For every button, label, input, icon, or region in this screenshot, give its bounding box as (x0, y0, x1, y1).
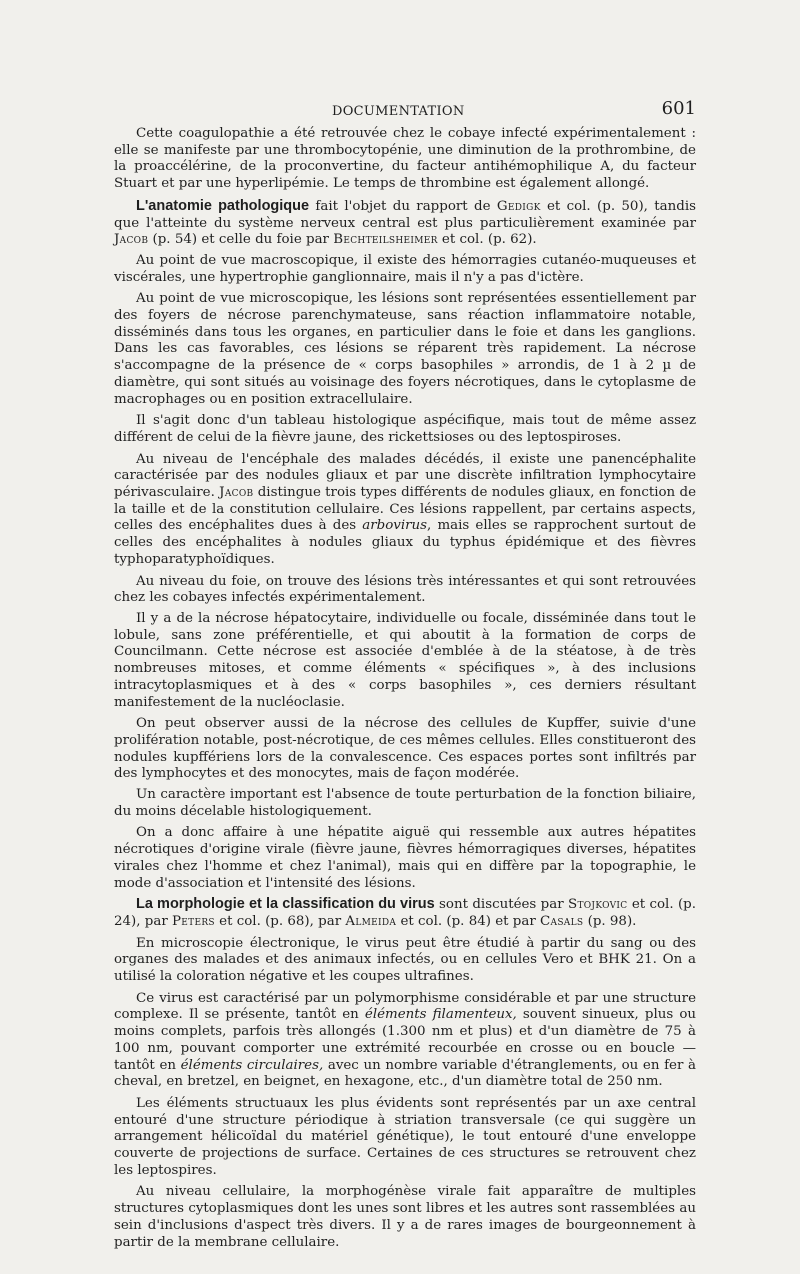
page-number: 601 (661, 98, 696, 119)
section-heading-morphology: La morphologie et la classification du virus (136, 896, 435, 913)
text-run: et col. (p. 62). (437, 232, 537, 248)
text-run: (p. 54) et celle du foie par (148, 232, 334, 248)
italic-term: arbovirus (362, 518, 428, 534)
section-heading-anatomy: L'anatomie pathologique (136, 197, 310, 214)
author-name: Bechteilsheimer (333, 232, 438, 248)
paragraph-microscopic: Au point de vue microscopique, les lésions sont représentées essentiellement par des foyers de nécrose parenchymateuse, sans réaction inflammatoire notable, disséminés dans tous les organes, en particulier dans le foie et dans les ganglions. Dans les cas favorables, ces lésions se réparent très rapidement. La nécrose s'accompagne de la présence de « corps basophiles » arrondis, de 1 à 2 µ de diamètre, qui sont situés au voisinage des foyers nécrotiques, dans le cytoplasme de macrophages ou en position extracellulaire. (114, 291, 696, 407)
text-run: souvent sinueux, plus ou moins complets, parfois très allongés (1.300 nm et plus) et d'un diamètre de 75 à 100 nm, pouvant comporter une extrémité recourbée en crosse ou en boucle — tantôt en (114, 1007, 697, 1073)
paragraph-histology: Il s'agit donc d'un tableau histologique aspécifique, mais tout de même assez différent de celui de la fièvre jaune, des rickettsioses ou des leptospiroses. (114, 413, 696, 445)
running-title: DOCUMENTATION (332, 104, 465, 119)
author-name: Stojkovic (567, 897, 628, 913)
author-name: Almeida (345, 913, 397, 929)
author-name: Jacob (114, 232, 149, 248)
text-run: Ce virus est caractérisé par un polymorphisme considérable et par une structure complexe. Il se présente, tantôt en (114, 990, 696, 1023)
paragraph-structural-elements: Les éléments structuaux les plus évidents sont représentés par un axe central entouré d'une structure périodique à striation transversale (ce qui suggère un arrangement hélicoïdal du matériel génétique), le tout entouré d'une enveloppe couverte de projections de surface. Certaines de ces structures se retrouvent chez les leptospires. (114, 1095, 696, 1178)
paragraph-macroscopic: Au point de vue macroscopique, il existe des hémorragies cutanéo-muqueuses et viscérales, une hypertrophie ganglionnaire, mais il n'y a pas d'ictère. (114, 252, 696, 285)
text-run: et col. (p. 50), tandis que l'atteinte du système nerveux central est plus particulièrement examinée par (114, 198, 696, 231)
paragraph-electron-microscopy: En microscopie électronique, le virus peut être étudié à partir du sang ou des organes des malades et des animaux infectés, ou en cellules Vero et BHK 21. On a utilisé la coloration négative et les coupes ultrafines. (114, 935, 696, 985)
paragraph-morphogenesis: Au niveau cellulaire, la morphogénèse virale fait apparaître de multiples structures cytoplasmiques dont les unes sont libres et les autres sont rassemblées au sein d'inclusions d'aspect très divers. Il y a de rares images de bourgeonnement à partir de la membrane cellulaire. (114, 1184, 696, 1250)
author-name: Gedigk (496, 198, 541, 214)
author-name: Peters (172, 913, 215, 929)
paragraph-anatomy-intro (114, 198, 696, 249)
paragraph-liver: Au niveau du foie, on trouve des lésions très intéressantes et qui sont retrouvées chez les cobayes infectés expérimentalement. (114, 573, 696, 606)
text-run: , mais elles se rapprochent surtout de celles des encéphalites à nodules gliaux du typhus épidémique et des fièvres typhoparatyphoïdiques. (114, 518, 696, 567)
text-run: distingue trois types différents de nodules gliaux, en fonction de la taille et de la constitution cellulaire. Ces lésions rappellent, par certains aspects, celles des encéphalites dues à des (114, 485, 696, 534)
text-run: et col. (p. 68), par (214, 913, 346, 929)
italic-term: éléments filamenteux, (364, 1007, 517, 1023)
text-run: avec un nombre variable d'étranglements, ou en fer à cheval, en bretzel, en beignet, en hexagone, etc., d'un diamètre total de 250 nm. (114, 1057, 696, 1090)
document-page (114, 98, 696, 1256)
text-run: Au niveau de l'encéphale des malades décédés, il existe une panencéphalite caractérisée par des nodules gliaux et par une discrète infiltration lymphocytaire périvasculaire. (114, 451, 696, 501)
paragraph-encephalon (114, 452, 696, 569)
author-name: Jacob (219, 485, 254, 501)
text-run: sont discutées par (434, 897, 568, 913)
text-run: (p. 98). (583, 913, 637, 929)
paragraph-biliary: Un caractère important est l'absence de toute perturbation de la fonction biliaire, du moins décelable histologiquement. (114, 787, 696, 819)
paragraph-polymorphism (114, 991, 696, 1091)
text-run: fait l'objet du rapport de (309, 198, 497, 214)
paragraph-coagulopathy: Cette coagulopathie a été retrouvée chez le cobaye infecté expérimentalement : elle se manifeste par une thrombocytopénie, une diminution de la prothrombine, de la proaccélérine, de la proconvertine, du facteur antihémophilique A, du facteur Stuart et par une hyperlipémie. Le temps de thrombine est également allongé. (114, 126, 696, 192)
paragraph-morphology-intro (114, 896, 696, 930)
italic-term: éléments circulaires, (180, 1057, 324, 1073)
paragraph-necrosis: Il y a de la nécrose hépatocytaire, individuelle ou focale, disséminée dans tout le lobule, sans zone préférentielle, et qui aboutit à la formation de corps de Councilmann. Cette nécrose est associée d'emblée à de la stéatose, à de très nombreuses mitoses, et comme éléments « spécifiques », à des inclusions intracytoplasmiques et à des « corps basophiles », ces derniers résultant manifestement de la nucléoclasie. (114, 610, 696, 710)
paragraph-kupffer: On peut observer aussi de la nécrose des cellules de Kupffer, suivie d'une prolifération notable, post-nécrotique, de ces mêmes cellules. Elles constitueront des nodules kupffériens lors de la convalescence. Ces espaces portes sont infiltrés par des lymphocytes et des monocytes, mais de façon modérée. (114, 716, 696, 782)
author-name: Casals (539, 913, 584, 929)
text-run: et col. (p. 84) et par (396, 913, 540, 929)
text-run: et col. (p. 24), par (114, 897, 697, 929)
document-body (114, 126, 696, 1251)
paragraph-hepatitis: On a donc affaire à une hépatite aiguë qui ressemble aux autres hépatites nécrotiques d'origine virale (fièvre jaune, fièvres hémorragiques diverses, hépatites virales chez l'homme et chez l'animal), mais qui en diffère par la topographie, le mode d'association et l'intensité des lésions. (114, 825, 696, 891)
running-header (114, 98, 696, 126)
